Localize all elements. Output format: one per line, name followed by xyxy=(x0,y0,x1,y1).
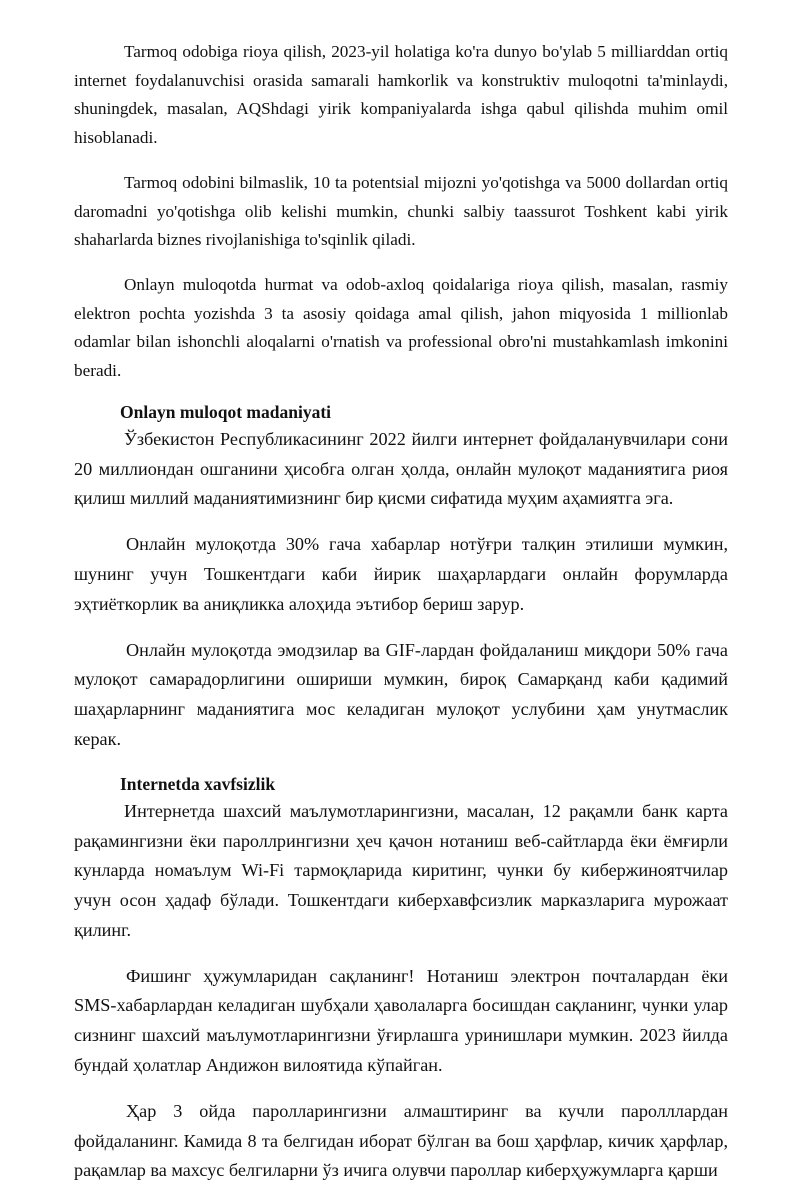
intro-paragraph: Onlayn muloqotda hurmat va odob-axloq qoidalariga rioya qilish, masalan, rasmiy elektron pochta yozishda 3 ta asosiy qoidaga amal qilish, jahon miqyosida 1 millionlab odamlar bilan ishonchli aloqalarni o'rnatish va professional obro'ni mustahkamlash imkonini beradi. xyxy=(74,274,728,381)
intro-paragraph: Tarmoq odobini bilmaslik, 10 ta potentsial mijozni yo'qotishga va 5000 dollardan ortiq daromadni yo'qotishga olib kelishi mumkin, chunki salbiy taassurot Toshkent kabi yirik shaharlarda biznes rivojlanishiga to'sqinlik qiladi. xyxy=(74,172,728,250)
body-paragraph: Интернетда шахсий маълумотларингизни, масалан, 12 рақамли банк карта рақамингизни ёки пароллрингизни ҳеч қачон нотаниш веб-сайтларда ёки ёмғирли кунларда номаълум Wi-Fi тармоқларида киритинг, чунки бу кибержиноятчилар учун осон ҳадаф бўлади. Тошкентдаги киберхавфсизлик марказларига мурожаат қилинг. xyxy=(74,800,728,940)
intro-paragraph: Tarmoq odobiga rioya qilish, 2023-yil holatiga ko'ra dunyo bo'ylab 5 milliarddan ortiq internet foydalanuvchisi orasida samarali hamkorlik va konstruktiv muloqotni ta'minlaydi, shuningdek, masalan, AQShdagi yirik kompaniyalarda ishga qabul qilishda muhim omil hisoblanadi. xyxy=(74,42,728,148)
section-heading-online-culture: Onlayn muloqot madaniyati xyxy=(120,401,332,422)
body-paragraph: Онлайн мулоқотда эмодзилар ва GIF-лардан фойдаланиш миқдори 50% гача мулоқот самарадорлигини ошириши мумкин, бироқ Самарқанд каби қадимий шаҳарларнинг маданиятига мос келадиган мулоқот услубини ҳам унутмаслик керак. xyxy=(74,639,728,749)
body-paragraph: Ҳар 3 ойда паролларингизни алмаштиринг ва кучли паролллардан фойдаланинг. Камида 8 та белгидан иборат бўлган ва бош ҳарфлар, кичик ҳарфлар, рақамлар ва махсус белгиларни ўз ичига олувчи пароллар киберҳужумларга қарши xyxy=(74,1100,728,1181)
body-paragraph: Ўзбекистон Республикасининг 2022 йилги интернет фойдаланувчилари сони 20 миллиондан ошганини ҳисобга олган ҳолда, онлайн мулоқот маданиятига риоя қилиш миллий маданиятимизнинг бир қисми сифатида муҳим аҳамиятга эга. xyxy=(74,428,728,509)
body-paragraph: Онлайн мулоқотда 30% гача хабарлар нотўғри талқин этилиши мумкин, шунинг учун Тошкентдаги каби йирик шаҳарлардаги онлайн форумларда эҳтиёткорлик ва аниқликка алоҳида эътибор бериш зарур. xyxy=(74,534,728,614)
internet-security-section xyxy=(74,771,728,1186)
section-heading-internet-security: Internetda xavfsizlik xyxy=(120,773,276,794)
body-paragraph: Фишинг ҳужумларидан сақланинг! Нотаниш электрон почталардан ёки SMS-хабарлардан келадиган шубҳали ҳаволаларга босишдан сақланинг, чунки улар сизнинг шахсий маълумотларингизни ўғирлашга уринишлари мумкин. 2023 йилда бундай ҳолатлар Андижон вилоятида кўпайган. xyxy=(74,965,728,1076)
intro-section xyxy=(74,38,728,386)
online-culture-section xyxy=(74,399,728,755)
